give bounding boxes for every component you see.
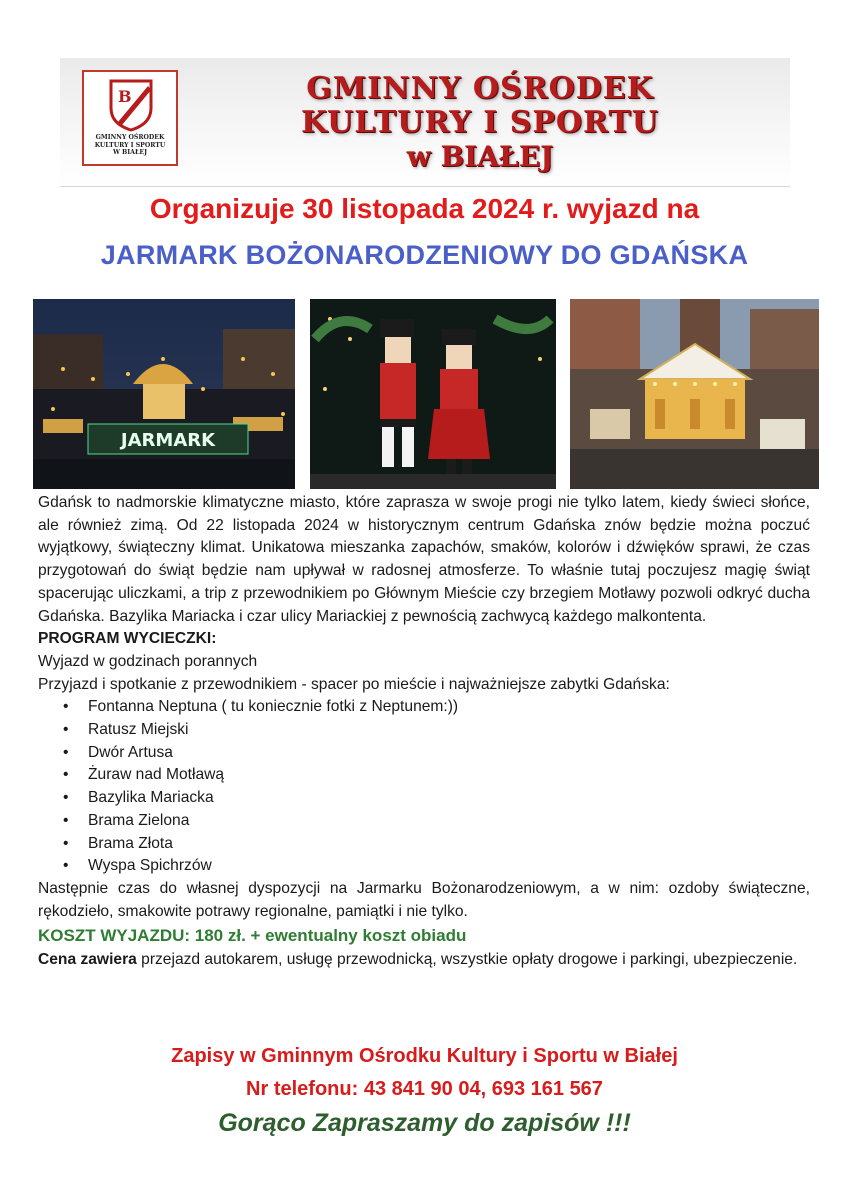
signup-location: Zapisy w Gminnym Ośrodku Kultury i Sportu w Białej (171, 1045, 678, 1067)
program-line-departure: Wyjazd w godzinach porannych (38, 652, 258, 670)
jarmark-sign: JARMARK (120, 430, 216, 451)
banner-title-line-3: w BIAŁEJ (406, 140, 554, 173)
banner-title (210, 72, 750, 174)
photo-carousel (570, 299, 819, 489)
svg-text:B: B (118, 87, 132, 106)
shield-icon (108, 78, 154, 132)
sights-list (38, 696, 810, 878)
list-item: • Bazylika Mariacka (88, 787, 810, 810)
list-item: • Brama Złota (88, 833, 810, 856)
header-banner (60, 58, 790, 187)
main-content (38, 492, 810, 972)
headline-destination: JARMARK BOŻONARODZENIOWY DO GDAŃSKA (100, 240, 749, 270)
free-time-paragraph: Następnie czas do własnej dyspozycji na Jarmarku Bożonarodzeniowym, a w nim: ozdoby świąteczne, rękodzieło, smakowite potrawy regionalne, pamiątki i nie tylko. (38, 879, 810, 920)
list-item: • Dwór Artusa (88, 742, 810, 765)
program-line-arrival: Przyjazd i spotkanie z przewodnikiem - spacer po mieście i najważniejsze zabytki Gdańska: (38, 675, 670, 693)
list-item: • Żuraw nad Motławą (88, 764, 810, 787)
photo-nutcrackers (310, 299, 556, 489)
list-item: • Fontanna Neptuna ( tu koniecznie fotki z Neptunem:)) (88, 696, 810, 719)
institution-logo (82, 70, 178, 166)
list-item: • Brama Zielona (88, 810, 810, 833)
banner-title-line-1: GMINNY OŚRODEK (306, 71, 654, 106)
photo-market-night (33, 299, 295, 489)
price-includes (38, 949, 810, 972)
list-item: • Ratusz Miejski (88, 719, 810, 742)
invitation-slogan: Gorąco Zapraszamy do zapisów !!! (218, 1109, 631, 1137)
list-item: • Wyspa Spichrzów (88, 855, 810, 878)
trip-cost: KOSZT WYJAZDU: 180 zł. + ewentualny koszt obiadu (38, 926, 467, 946)
intro-paragraph: Gdańsk to nadmorskie klimatyczne miasto, które zaprasza w swoje progi nie tylko latem, kiedy świeci słońce, ale również zimą. Od 22 listopada 2024 w historycznym centrum Gdańska znów będzie można poczuć wyjątkowy, świąteczny klimat. Unikatowa mieszanka zapachów, smaków, kolorów i dźwięków sprawi, że czas przygotowań do świąt będzie nam upływał w radosnej atmosferze. To właśnie tutaj poczujesz magię świąt spacerując uliczkami, a trip z przewodnikiem po Głównym Mieście czy brzegiem Motławy pozwoli odkryć ducha Gdańska. Bazylika Mariacka i czar ulicy Mariackiej z pewnością zachwycą każdego malkontenta. (38, 494, 810, 625)
headline-date: Organizuje 30 listopada 2024 r. wyjazd na (149, 193, 700, 224)
program-heading: PROGRAM WYCIECZKI: (38, 630, 217, 648)
price-includes-label: Cena zawiera (38, 951, 137, 969)
price-includes-text: przejazd autokarem, usługę przewodnicką, wszystkie opłaty drogowe i parkingi, ubezpieczenie. (136, 951, 798, 969)
signup-phone: Nr telefonu: 43 841 90 04, 693 161 567 (246, 1078, 603, 1100)
logo-caption: GMINNY OŚRODEK KULTURY I SPORTU W BIAŁEJ (94, 134, 166, 156)
banner-title-line-2: KULTURY I SPORTU (301, 105, 659, 140)
